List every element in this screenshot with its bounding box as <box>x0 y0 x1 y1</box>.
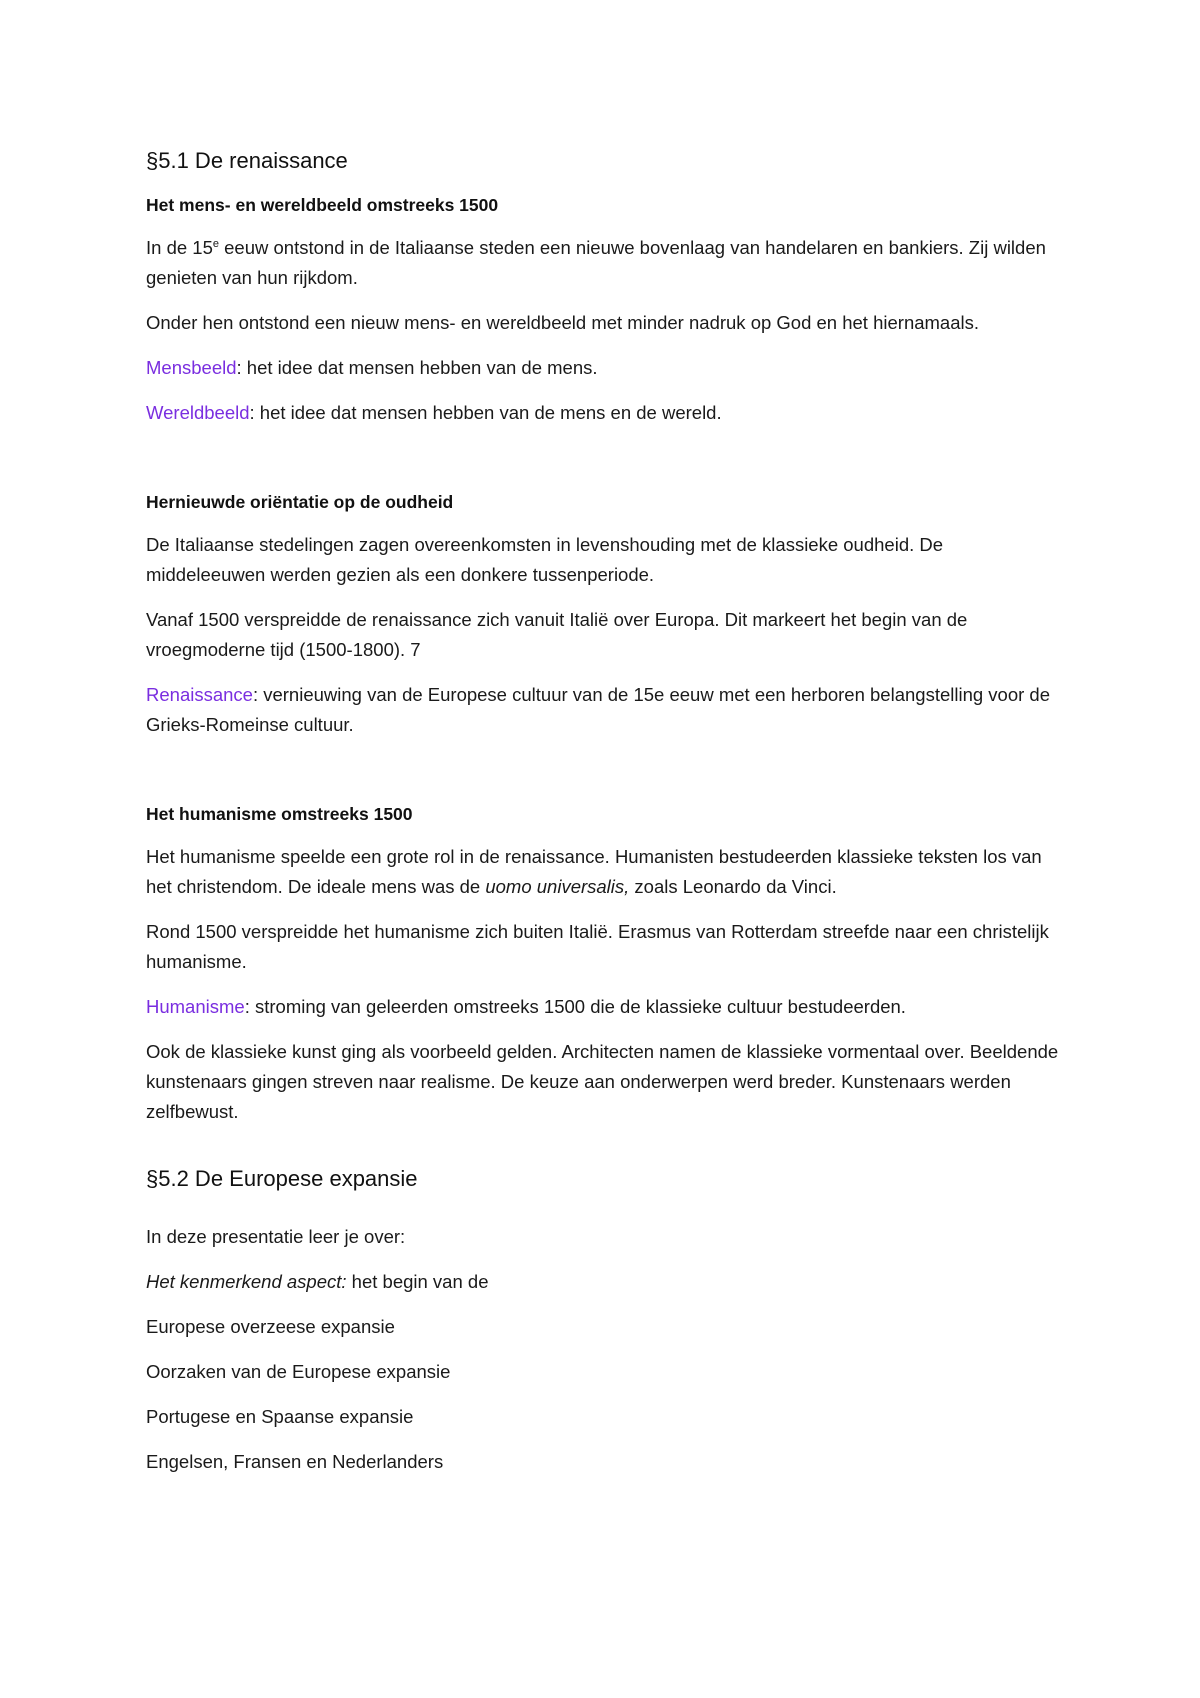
paragraph-mensbeeld-intro: Onder hen ontstond een nieuw mens- en wereldbeeld met minder nadruk op God en het hiernamaals. <box>146 312 980 333</box>
definition-text: : vernieuwing van de Europese cultuur van de 15e eeuw met een herboren belangstelling voor de Grieks-Romeinse cultuur. <box>146 684 1051 735</box>
paragraph-kenmerkend-aspect <box>146 1267 1066 1297</box>
paragraph-stedelingen: De Italiaanse stedelingen zagen overeenkomsten in levenshouding met de klassieke oudheid. De middeleeuwen werden gezien als een donkere tussenperiode. <box>146 534 944 585</box>
paragraph-text: Het humanisme speelde een grote rol in de renaissance. Humanisten bestudeerden klassieke teksten los van het christendom. De ideale mens was de <box>146 846 1042 897</box>
paragraph-intro: In deze presentatie leer je over: <box>146 1226 406 1247</box>
paragraph-text: In de 15 <box>146 237 213 258</box>
section-title-5-1: §5.1 De renaissance <box>146 148 348 173</box>
emphasis-text: uomo universalis, <box>485 876 630 897</box>
definition-wereldbeeld <box>146 398 1066 428</box>
list-item: Portugese en Spaanse expansie <box>146 1406 414 1427</box>
paragraph-text: het begin van de <box>346 1271 489 1292</box>
definition-renaissance <box>146 680 1066 740</box>
paragraph-humanisme-rol <box>146 842 1066 902</box>
definition-text: : het idee dat mensen hebben van de mens en de wereld. <box>249 402 722 423</box>
document-content <box>146 146 1066 1492</box>
paragraph-text: eeuw ontstond in de Italiaanse steden een nieuwe bovenlaag van handelaren en bankiers. Zij wilden genieten van hun rijkdom. <box>146 237 1046 288</box>
heading-orientatie-oudheid: Hernieuwde oriëntatie op de oudheid <box>146 492 454 512</box>
definition-term: Renaissance <box>146 684 253 705</box>
spacer <box>146 443 1066 487</box>
definition-text: : stroming van geleerden omstreeks 1500 die de klassieke cultuur bestudeerden. <box>244 996 906 1017</box>
spacer <box>146 1208 1066 1222</box>
superscript: e <box>212 237 219 250</box>
definition-mensbeeld <box>146 353 1066 383</box>
spacer <box>146 1142 1066 1164</box>
paragraph-erasmus: Rond 1500 verspreidde het humanisme zich buiten Italië. Erasmus van Rotterdam streefde naar een christelijk humanisme. <box>146 921 1049 972</box>
definition-text: : het idee dat mensen hebben van de mens. <box>236 357 598 378</box>
definition-term: Mensbeeld <box>146 357 237 378</box>
definition-term: Humanisme <box>146 996 245 1017</box>
spacer <box>146 755 1066 799</box>
paragraph-bovenlaag <box>146 233 1066 293</box>
definition-term: Wereldbeeld <box>146 402 250 423</box>
list-item: Oorzaken van de Europese expansie <box>146 1361 451 1382</box>
emphasis-text: Het kenmerkend aspect: <box>146 1271 347 1292</box>
list-item: Engelsen, Fransen en Nederlanders <box>146 1451 444 1472</box>
list-item: Europese overzeese expansie <box>146 1316 395 1337</box>
heading-mens-wereldbeeld: Het mens- en wereldbeeld omstreeks 1500 <box>146 195 499 215</box>
heading-humanisme: Het humanisme omstreeks 1500 <box>146 804 413 824</box>
section-title-5-2: §5.2 De Europese expansie <box>146 1166 418 1191</box>
definition-humanisme <box>146 992 1066 1022</box>
paragraph-vanaf-1500: Vanaf 1500 verspreidde de renaissance zich vanuit Italië over Europa. Dit markeert het begin van de vroegmoderne tijd (1500-1800). 7 <box>146 609 968 660</box>
paragraph-text: zoals Leonardo da Vinci. <box>629 876 837 897</box>
paragraph-klassieke-kunst: Ook de klassieke kunst ging als voorbeeld gelden. Architecten namen de klassieke vormentaal over. Beeldende kunstenaars gingen streven naar realisme. De keuze aan onderwerpen werd breder. Kunstenaars werden zelfbewust. <box>146 1041 1059 1122</box>
